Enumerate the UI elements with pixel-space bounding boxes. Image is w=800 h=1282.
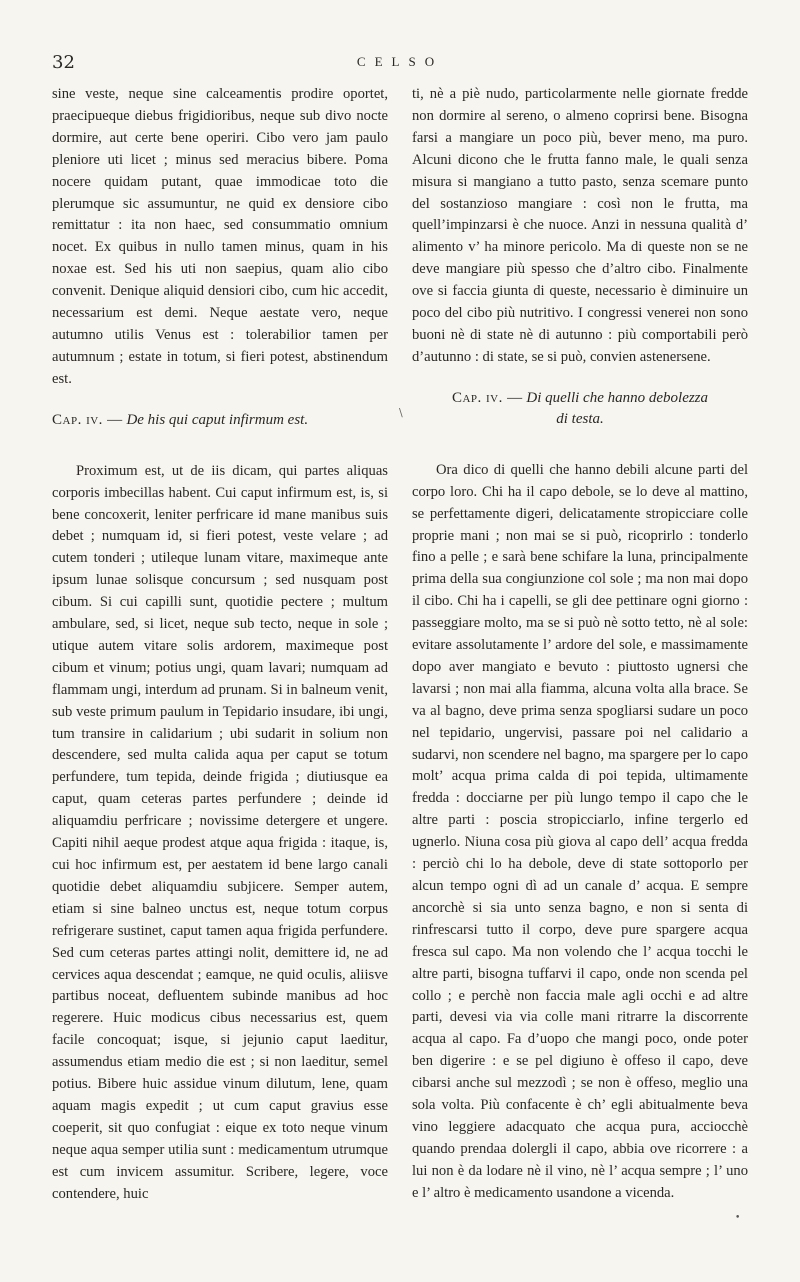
italian-chapter-label: Cap. iv. —: [451, 389, 523, 406]
page-number: 32: [52, 52, 75, 73]
latin-paragraph-1: sine veste, neque sine calceamentis prodire oportet, praecipueque diebus frigidioribus, neque sub divo nocte dormire, aut certe bene operiri. Cibo vero jam paulo pleniore uti licet ; minus sed meracius bibere. Poma nocere quidam putant, quae immodicae toto die plerumque sic assumuntur, ne quid ex densiore cibo remittatur : ita non haec, sed consummatio omnium nocet. Ex quibus in nullo tamen minus, quam in his noxae est. Sed his uti non saepius, quam alio cibo convenit. Denique aliquid densiori cibo, cum hic accedit, necessarium est demi. Neque aestate vero, neque autumno utilis Venus est : tolerabilior tamen per autumnum ; estate in totum, si fieri potest, abstinendum est.: [52, 86, 388, 387]
margin-mark: \: [399, 406, 403, 419]
italian-paragraph-2: Ora dico di quelli che hanno debili alcune parti del corpo loro. Chi ha il capo debole, se lo deve al mattino, se perfettamente digeri, delicatamente stropicciare colle proprie mani ; non mai se si può, ricoprirlo : tonderlo fino a pelle ; e sarà bene schifare la luna, principalmente prima della sua congiunzione col sole ; ma non mai dopo il cibo. Chi ha i capelli, se gli dee pettinare ogni giorno : passeggiare molto, ma se si può nè sotto tetto, nè al sole: evitare assolutamente l’ ardore del sole, e massimamente dopo aver mangiato e bevuto : piuttosto ugnersi che lavarsi ; non mai alla fiamma, alcuna volta alla brace. Se va al bagno, deve prima senza spogliarsi sudare un poco nel tepidario, ungervisi, passare poi nel calidario a sudarvi, non scendere nel bagno, ma spargere per lo capo molt’ acqua prima calda di poi tepida, ultimamente fredda : docciarne per più lungo tempo il capo che le altre parti : poscia stropicciarlo, infine tergerlo ed ugnerlo. Niuna cosa più giova al capo dell’ acqua fredda : perciò chi lo ha debole, deve di state sottoporlo per alcun tempo ogni dì ad un canale d’ acqua. E sempre ancorchè si sia unto senza bagno, e non si senta di rinfrescarsi tutto il corpo, deve pure spargere acqua fresca sul capo. Ma non volendo che l’ acqua tocchi le altre parti, bisogna tuffarvi il capo, onde non scenda pel collo ; e perchè non faccia male agli occhi e ad altre parti, devesi via via colle mani ritrarre la discorrente acqua al capo. Fa d’uopo che mangi poco, onde poter ben digerire : e se pel digiuno è offeso il capo, deve cibarsi anche sul mezzodì ; se non è offeso, meglio una sola volta. Più confacente è ch’ egli abitualmente beva vino leggiere adacquato che acqua pura, acciocchè quando prendaa dolergli il capo, abbia ove ricorrere : a lui non è da lodare nè il vino, nè l’ acqua sempre ; l’ uno e l’ altro è medicamento usandone a vicenda.: [412, 461, 748, 1201]
italian-chapter-heading: [412, 388, 748, 430]
end-dot: •: [735, 1213, 741, 1223]
running-head: CELSO: [356, 54, 444, 69]
latin-chapter-heading: [52, 410, 388, 431]
latin-chapter-label: Cap. iv. —: [52, 411, 123, 428]
latin-column: [52, 84, 388, 1206]
italian-chapter-title-line-1: Di quelli che hanno debolezza: [526, 389, 709, 406]
italian-column: [412, 84, 748, 1205]
italian-paragraph-1: ti, nè a piè nudo, particolarmente nelle giornate fredde non dormire al sereno, o almeno coprirsi bene. Bisogna farsi a mangiare un poco più, bever meno, ma puro. Alcuni dicono che le frutta fanno male, le quali senza misura si mangiano a tutto pasto, senza scemare punto del sostanzioso mangiare : così non le frutta, ma quell’impinzarsi è che nuoce. Anzi in nessuna qualità d’ alimento v’ ha minore pericolo. Ma di queste non se ne deve mangiare più spesso che d’altro cibo. Finalmente ove si faccia giunta di queste, necessario è diminuire un poco del cibo più nutritivo. I congressi venerei non sono buoni nè di state nè di autunno : più comportabili però d’autunno : di state, se si può, convien astenersene.: [412, 86, 748, 365]
latin-paragraph-2: Proximum est, ut de iis dicam, qui partes aliquas corporis imbecillas habent. Cui caput infirmum est, is, si bene concoxerit, leniter perfricare id mane manibus suis debet ; numquam id, si fieri potest, veste velare ; ad cutem tonderi ; utileque lunam vitare, maximeque ante ipsum lunae solisque concursum ; sed nusquam post cibum. Si cui capilli sunt, quotidie pectere ; multum ambulare, sed, si licet, neque sub tecto, neque in sole ; utique autem vitare solis ardorem, maximeque post cibum et vinum; potius ungi, quam lavari; numquam ad flammam ungi, interdum ad prunam. Si in balneum venit, sub veste primum paulum in Tepidario insudare, ibi ungi, tum transire in calidarium ; ubi sudarit in solium non descendere, sed multa calida aqua per caput se totum perfundere, tum tepida, deinde frigida ; diutiusque ea caput, quam ceteras partes perfundere ; deinde id aliquamdiu perfricare ; novissime detergere et ungere. Capiti nihil aeque prodest atque aqua frigida : itaque, is, cui hoc infirmum est, per aestatem id bene largo canali quotidie debet aliquamdiu subjicere. Semper autem, etiam si sine balneo unctus est, neque totum corpus refrigerare sustinet, caput tamen aqua frigida perfundere. Sed cum ceteras partes attingi nolit, demittere id, ne ad cervices aqua descendat ; eamque, ne quid oculis, aliisve partibus noceat, defluentem subinde manibus ad hoc regerere. Huic modicus cibus necessarius est, quem facile concoquat; isque, si jejunio caput laeditur, assumendus etiam medio die est ; si non laeditur, semel potius. Bibere huic assidue vinum dilutum, lene, quam aquam magis expedit ; ut cum caput gravius esse coeperit, sit quo confugiat : eique ex toto neque vinum neque aqua semper utilia sunt : medicamentum utrumque est cum invicem assumitur. Scribere, legere, voce contendere, huic: [52, 462, 388, 1202]
latin-chapter-title: De his qui caput infirmum est.: [126, 411, 309, 428]
italian-chapter-title-line-2: di testa.: [556, 410, 604, 427]
page-header: [52, 52, 748, 74]
